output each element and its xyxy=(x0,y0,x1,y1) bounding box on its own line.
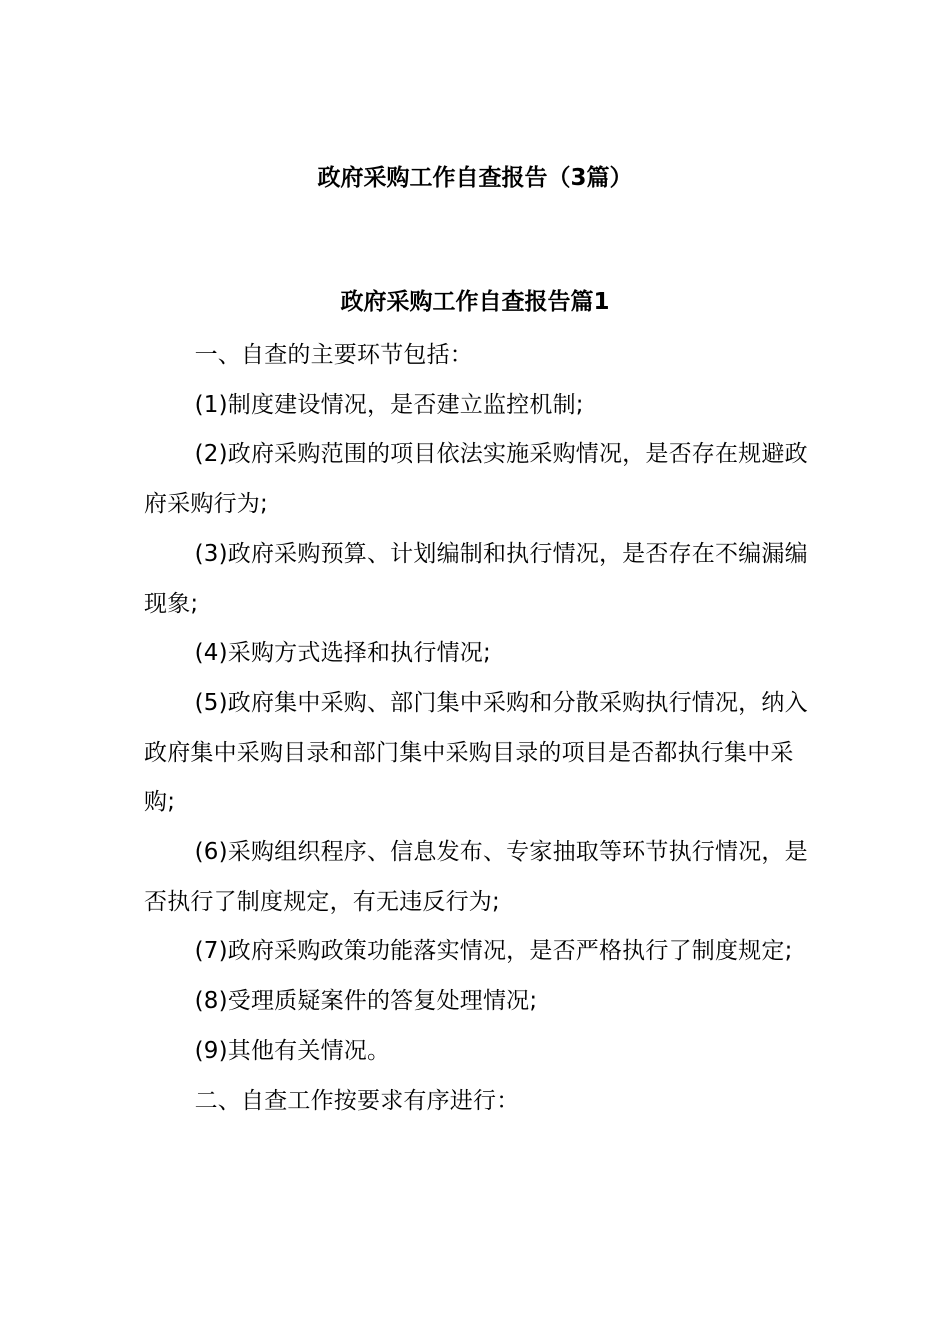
paragraph-item-8: (8)受理质疑案件的答复处理情况; xyxy=(194,988,538,1015)
paragraph-item-6: (6)采购组织程序、信息发布、专家抽取等环节执行情况，是否执行了制度规定，有无违反行为; xyxy=(144,839,808,915)
section-title: 政府采购工作自查报告篇1 xyxy=(340,289,610,315)
paragraph-item-1: (1)制度建设情况，是否建立监控机制; xyxy=(194,391,584,418)
paragraph-item-4: (4)采购方式选择和执行情况; xyxy=(194,640,491,667)
paragraph-item-7: (7)政府采购政策功能落实情况，是否严格执行了制度规定; xyxy=(194,938,793,965)
paragraph-item-5: (5)政府集中采购、部门集中采购和分散采购执行情况，纳入政府集中采购目录和部门集中采购目录的项目是否都执行集中采购; xyxy=(144,689,808,816)
paragraph-heading-1: 一、自查的主要环节包括： xyxy=(194,342,473,368)
paragraph-item-3: (3)政府采购预算、计划编制和执行情况，是否存在不编漏编现象; xyxy=(144,540,808,617)
paragraph-item-2: (2)政府采购范围的项目依法实施采购情况，是否存在规避政府采购行为; xyxy=(144,441,808,518)
document-title: 政府采购工作自查报告（3篇） xyxy=(317,165,633,191)
paragraph-item-9: (9)其他有关情况。 xyxy=(194,1037,391,1064)
paragraph-heading-2: 二、自查工作按要求有序进行： xyxy=(194,1087,520,1114)
document-body xyxy=(144,331,824,1126)
